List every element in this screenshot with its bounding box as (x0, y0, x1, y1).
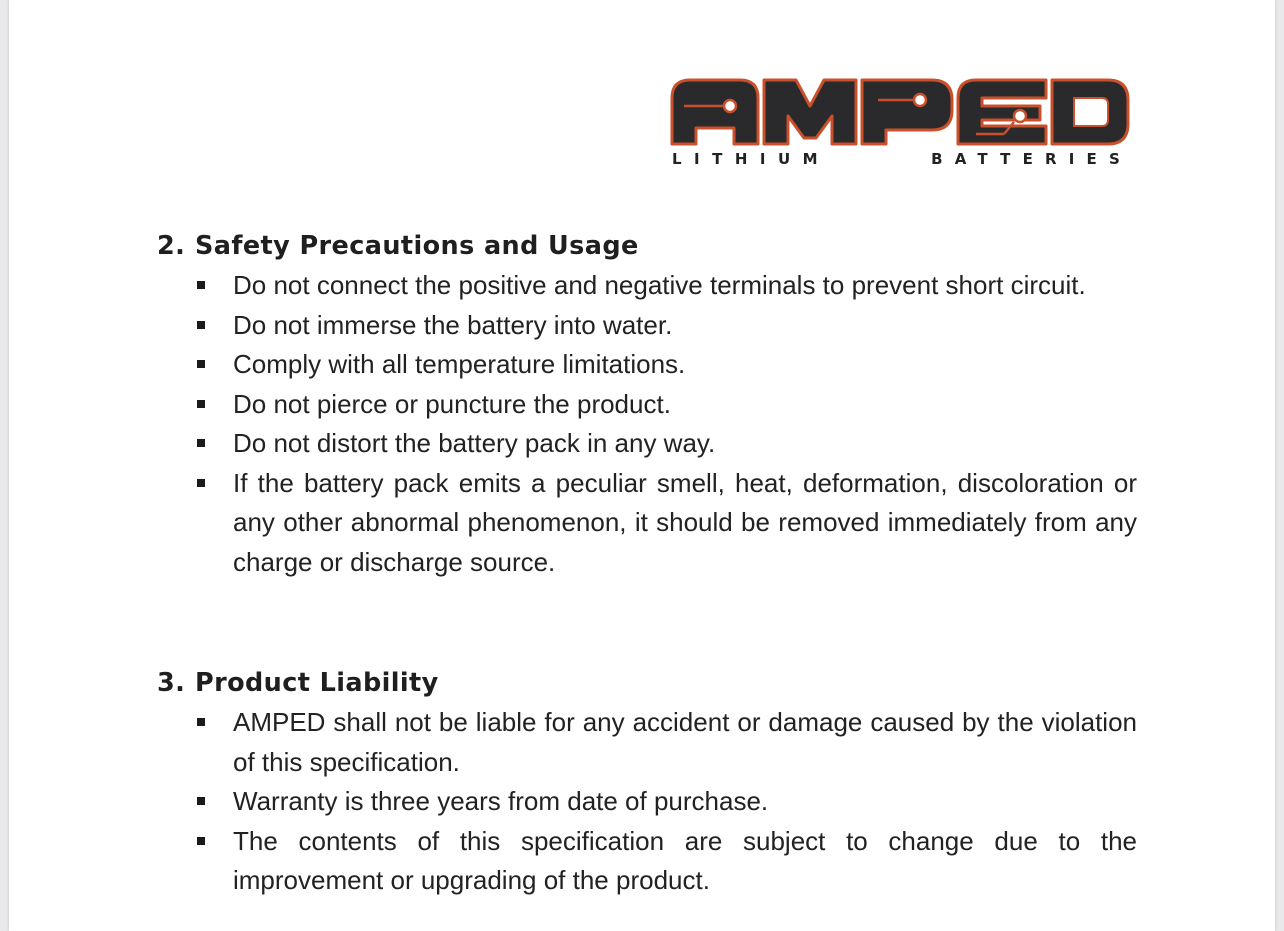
list-item-text: If the battery pack emits a peculiar smell, heat, deformation, discoloration or any other abnormal phenomenon, it should be removed immediately from any charge or discharge source. (233, 467, 1137, 577)
bullet-list (157, 703, 1137, 901)
list-item-text: Comply with all temperature limitations. (233, 349, 686, 379)
list-item (157, 424, 1137, 464)
list-item (157, 782, 1137, 822)
list-item-text: AMPED shall not be liable for any accident or damage caused by the violation of this specification. (233, 707, 1137, 777)
section-heading (157, 663, 1137, 703)
section-number: 3. (157, 668, 186, 698)
list-item-text: Do not connect the positive and negative terminals to prevent short circuit. (233, 270, 1086, 300)
bullet-icon (197, 718, 205, 726)
list-item (157, 464, 1137, 583)
bullet-icon (197, 321, 205, 329)
section-heading (157, 226, 1137, 266)
section-title: Product Liability (195, 668, 439, 698)
list-item-text: Do not pierce or puncture the product. (233, 388, 671, 419)
list-item (157, 703, 1137, 782)
logo-tagline (672, 150, 1132, 168)
list-item (157, 306, 1137, 346)
bullet-icon (197, 837, 205, 845)
list-item-text: Do not distort the battery pack in any way. (233, 428, 716, 458)
amped-logo-graphic (670, 76, 1132, 148)
list-item (157, 345, 1137, 385)
list-item (157, 385, 1137, 425)
section-title: Safety Precautions and Usage (195, 231, 639, 261)
bullet-icon (197, 439, 205, 447)
list-item (157, 266, 1137, 306)
list-item-text: The contents of this specification are subject to change due to the improvement or upgrading of the product. (233, 825, 1137, 895)
list-item-text: Do not immerse the battery into water. (233, 309, 673, 340)
section-number: 2. (157, 231, 186, 261)
bullet-list (157, 266, 1137, 582)
section-product-liability (157, 663, 1137, 901)
bullet-icon (197, 400, 205, 408)
document-page (9, 0, 1275, 931)
bullet-icon (197, 479, 205, 487)
tagline-word-1: LITHIUM (672, 150, 831, 168)
tagline-word-2: BATTERIES (931, 150, 1132, 168)
list-item-text: Warranty is three years from date of purchase. (233, 786, 769, 816)
bullet-icon (197, 797, 205, 805)
list-item (157, 822, 1137, 901)
bullet-icon (197, 360, 205, 368)
section-safety-precautions (157, 226, 1137, 582)
bullet-icon (197, 281, 205, 289)
